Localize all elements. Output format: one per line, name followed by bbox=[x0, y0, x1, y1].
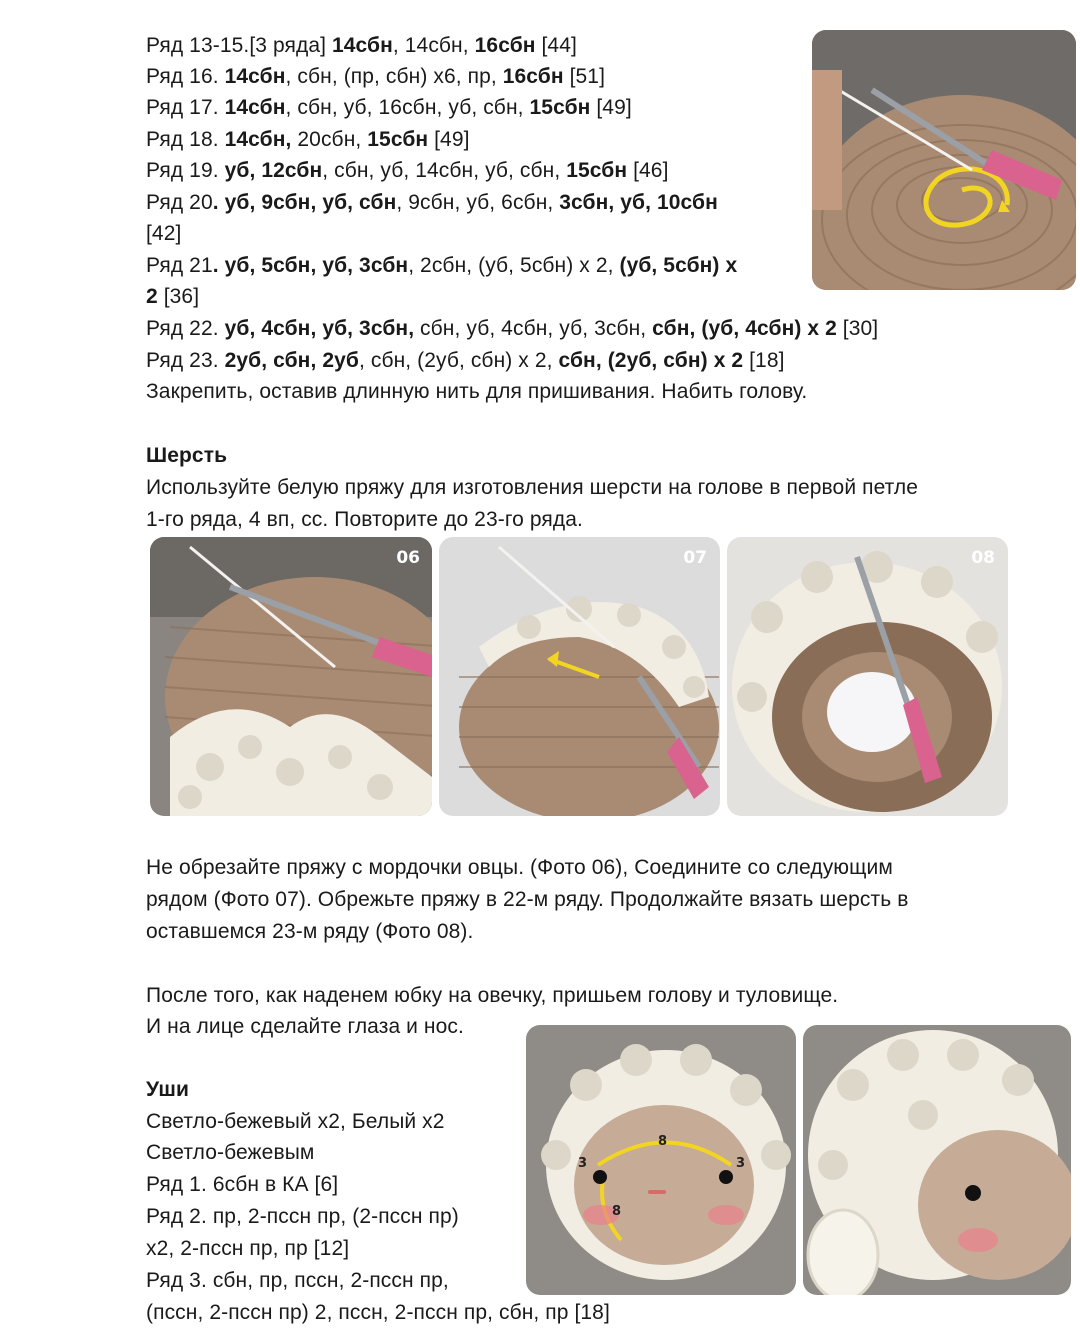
assembly-note-2: И на лице сделайте глаза и нос. bbox=[146, 1015, 464, 1038]
sheep-face-side-image bbox=[803, 1025, 1071, 1295]
photo-07 bbox=[439, 537, 720, 816]
photo-face-front bbox=[526, 1025, 796, 1295]
pattern-row-line bbox=[146, 281, 199, 313]
ears-line-3: Ряд 1. 6сбн в КА [6] bbox=[146, 1173, 339, 1196]
bold-segment: 3сбн, уб, 10сбн bbox=[559, 191, 718, 214]
bold-segment: 15сбн bbox=[529, 96, 591, 119]
pattern-row-line bbox=[146, 250, 737, 282]
wool-line-2: 1-го ряда, 4 вп, сс. Повторите до 23-го ряда. bbox=[146, 508, 583, 531]
bold-segment: сбн, (2уб, сбн) х 2 bbox=[558, 349, 744, 372]
text-segment: Ряд 22. bbox=[146, 317, 225, 340]
text-segment: [51] bbox=[563, 65, 606, 88]
bold-segment: 15сбн bbox=[566, 159, 628, 182]
head-spiral-image bbox=[812, 30, 1076, 290]
text-segment: 20сбн, bbox=[291, 128, 368, 151]
face-label-top: 8 bbox=[658, 1134, 668, 1149]
face-label-right: 3 bbox=[736, 1156, 746, 1171]
pattern-row-line bbox=[146, 92, 632, 124]
bold-segment: 14сбн bbox=[331, 34, 393, 57]
text-segment: [46] bbox=[627, 159, 669, 182]
photo-06 bbox=[150, 537, 432, 816]
bold-segment: 16сбн bbox=[474, 34, 536, 57]
pattern-row-line bbox=[146, 376, 807, 408]
bold-segment: 2уб, сбн, 2уб bbox=[224, 349, 359, 372]
pattern-row-line bbox=[146, 61, 605, 93]
text-segment: [30] bbox=[836, 317, 879, 340]
bold-segment: 16сбн bbox=[502, 65, 564, 88]
text-segment: [18] bbox=[743, 349, 785, 372]
bold-segment: 14сбн, bbox=[224, 128, 292, 151]
pattern-row-line bbox=[146, 218, 181, 250]
bold-segment: уб, 12сбн bbox=[224, 159, 323, 182]
bold-segment: . уб, 9сбн, уб, сбн bbox=[212, 191, 397, 214]
ears-line-7: (пссн, 2-пссн пр) 2, пссн, 2-пссн пр, сбн, пр [18] bbox=[146, 1301, 610, 1324]
text-segment: Ряд 13-15.[3 ряда] bbox=[146, 34, 332, 57]
text-segment: Ряд 18. bbox=[146, 128, 225, 151]
bold-segment: (уб, 5сбн) х bbox=[619, 254, 738, 277]
text-segment: , сбн, (пр, сбн) х6, пр, bbox=[285, 65, 503, 88]
ears-line-1: Светло-бежевый х2, Белый х2 bbox=[146, 1110, 445, 1133]
sheep-face-front-image bbox=[526, 1025, 796, 1295]
pattern-row-line bbox=[146, 345, 785, 377]
photo-head-spiral bbox=[812, 30, 1076, 290]
text-segment: [42] bbox=[146, 222, 182, 245]
pattern-row-line bbox=[146, 187, 718, 219]
wool-note-3: оставшемся 23-м ряду (Фото 08). bbox=[146, 920, 474, 943]
wool-step-06-image bbox=[150, 537, 432, 816]
assembly-note-1: После того, как наденем юбку на овечку, пришьем голову и туловище. bbox=[146, 984, 839, 1007]
text-segment: сбн, уб, 4сбн, уб, 3сбн, bbox=[414, 317, 653, 340]
wool-note-2: рядом (Фото 07). Обрежьте пряжу в 22-м ряду. Продолжайте вязать шерсть в bbox=[146, 888, 909, 911]
pattern-row-line bbox=[146, 313, 878, 345]
bold-segment: 14сбн bbox=[224, 65, 286, 88]
bold-segment: 15сбн bbox=[367, 128, 429, 151]
pattern-row-line bbox=[146, 124, 470, 156]
wool-step-07-image bbox=[439, 537, 720, 816]
bold-segment: 14сбн bbox=[224, 96, 286, 119]
photo-label-07: 07 bbox=[683, 548, 707, 568]
photo-label-08: 08 bbox=[971, 548, 995, 568]
bold-segment: сбн, (уб, 4сбн) х 2 bbox=[652, 317, 837, 340]
text-segment: , 9сбн, уб, 6сбн, bbox=[396, 191, 560, 214]
text-segment: Ряд 23. bbox=[146, 349, 225, 372]
face-label-side: 8 bbox=[612, 1204, 622, 1219]
text-segment: , сбн, (2уб, сбн) х 2, bbox=[358, 349, 559, 372]
text-segment: , 2сбн, (уб, 5сбн) х 2, bbox=[408, 254, 620, 277]
wool-note-1: Не обрезайте пряжу с мордочки овцы. (Фото 06), Соедините со следующим bbox=[146, 856, 893, 879]
bold-segment: . уб, 5сбн, уб, 3сбн bbox=[212, 254, 409, 277]
text-segment: [36] bbox=[157, 285, 200, 308]
pattern-row-line bbox=[146, 30, 577, 62]
text-segment: [49] bbox=[590, 96, 632, 119]
wool-heading: Шерсть bbox=[146, 444, 228, 467]
pattern-row-line bbox=[146, 155, 669, 187]
photo-08 bbox=[727, 537, 1008, 816]
text-segment: Ряд 16. bbox=[146, 65, 225, 88]
face-label-left: 3 bbox=[578, 1156, 588, 1171]
text-segment: Ряд 17. bbox=[146, 96, 225, 119]
text-segment: , сбн, уб, 16сбн, уб, сбн, bbox=[285, 96, 530, 119]
photo-face-side bbox=[803, 1025, 1071, 1295]
text-segment: [49] bbox=[428, 128, 470, 151]
text-segment: , 14сбн, bbox=[392, 34, 475, 57]
text-segment: Закрепить, оставив длинную нить для пришивания. Набить голову. bbox=[146, 380, 808, 403]
text-segment: Ряд 21 bbox=[146, 254, 213, 277]
text-segment: , сбн, уб, 14сбн, уб, сбн, bbox=[322, 159, 567, 182]
ears-line-4: Ряд 2. пр, 2-пссн пр, (2-пссн пр) bbox=[146, 1205, 459, 1228]
photo-label-06: 06 bbox=[396, 548, 420, 568]
wool-line-1: Используйте белую пряжу для изготовления шерсти на голове в первой петле bbox=[146, 476, 919, 499]
ears-heading: Уши bbox=[146, 1078, 189, 1101]
text-segment: Ряд 20 bbox=[146, 191, 213, 214]
text-segment: Ряд 19. bbox=[146, 159, 225, 182]
bold-segment: 2 bbox=[146, 285, 158, 308]
ears-line-6: Ряд 3. сбн, пр, пссн, 2-пссн пр, bbox=[146, 1269, 449, 1292]
ears-line-5: х2, 2-пссн пр, пр [12] bbox=[146, 1237, 350, 1260]
bold-segment: уб, 4сбн, уб, 3сбн, bbox=[224, 317, 415, 340]
ears-line-2: Светло-бежевым bbox=[146, 1141, 315, 1164]
wool-step-08-image bbox=[727, 537, 1008, 816]
text-segment: [44] bbox=[535, 34, 577, 57]
